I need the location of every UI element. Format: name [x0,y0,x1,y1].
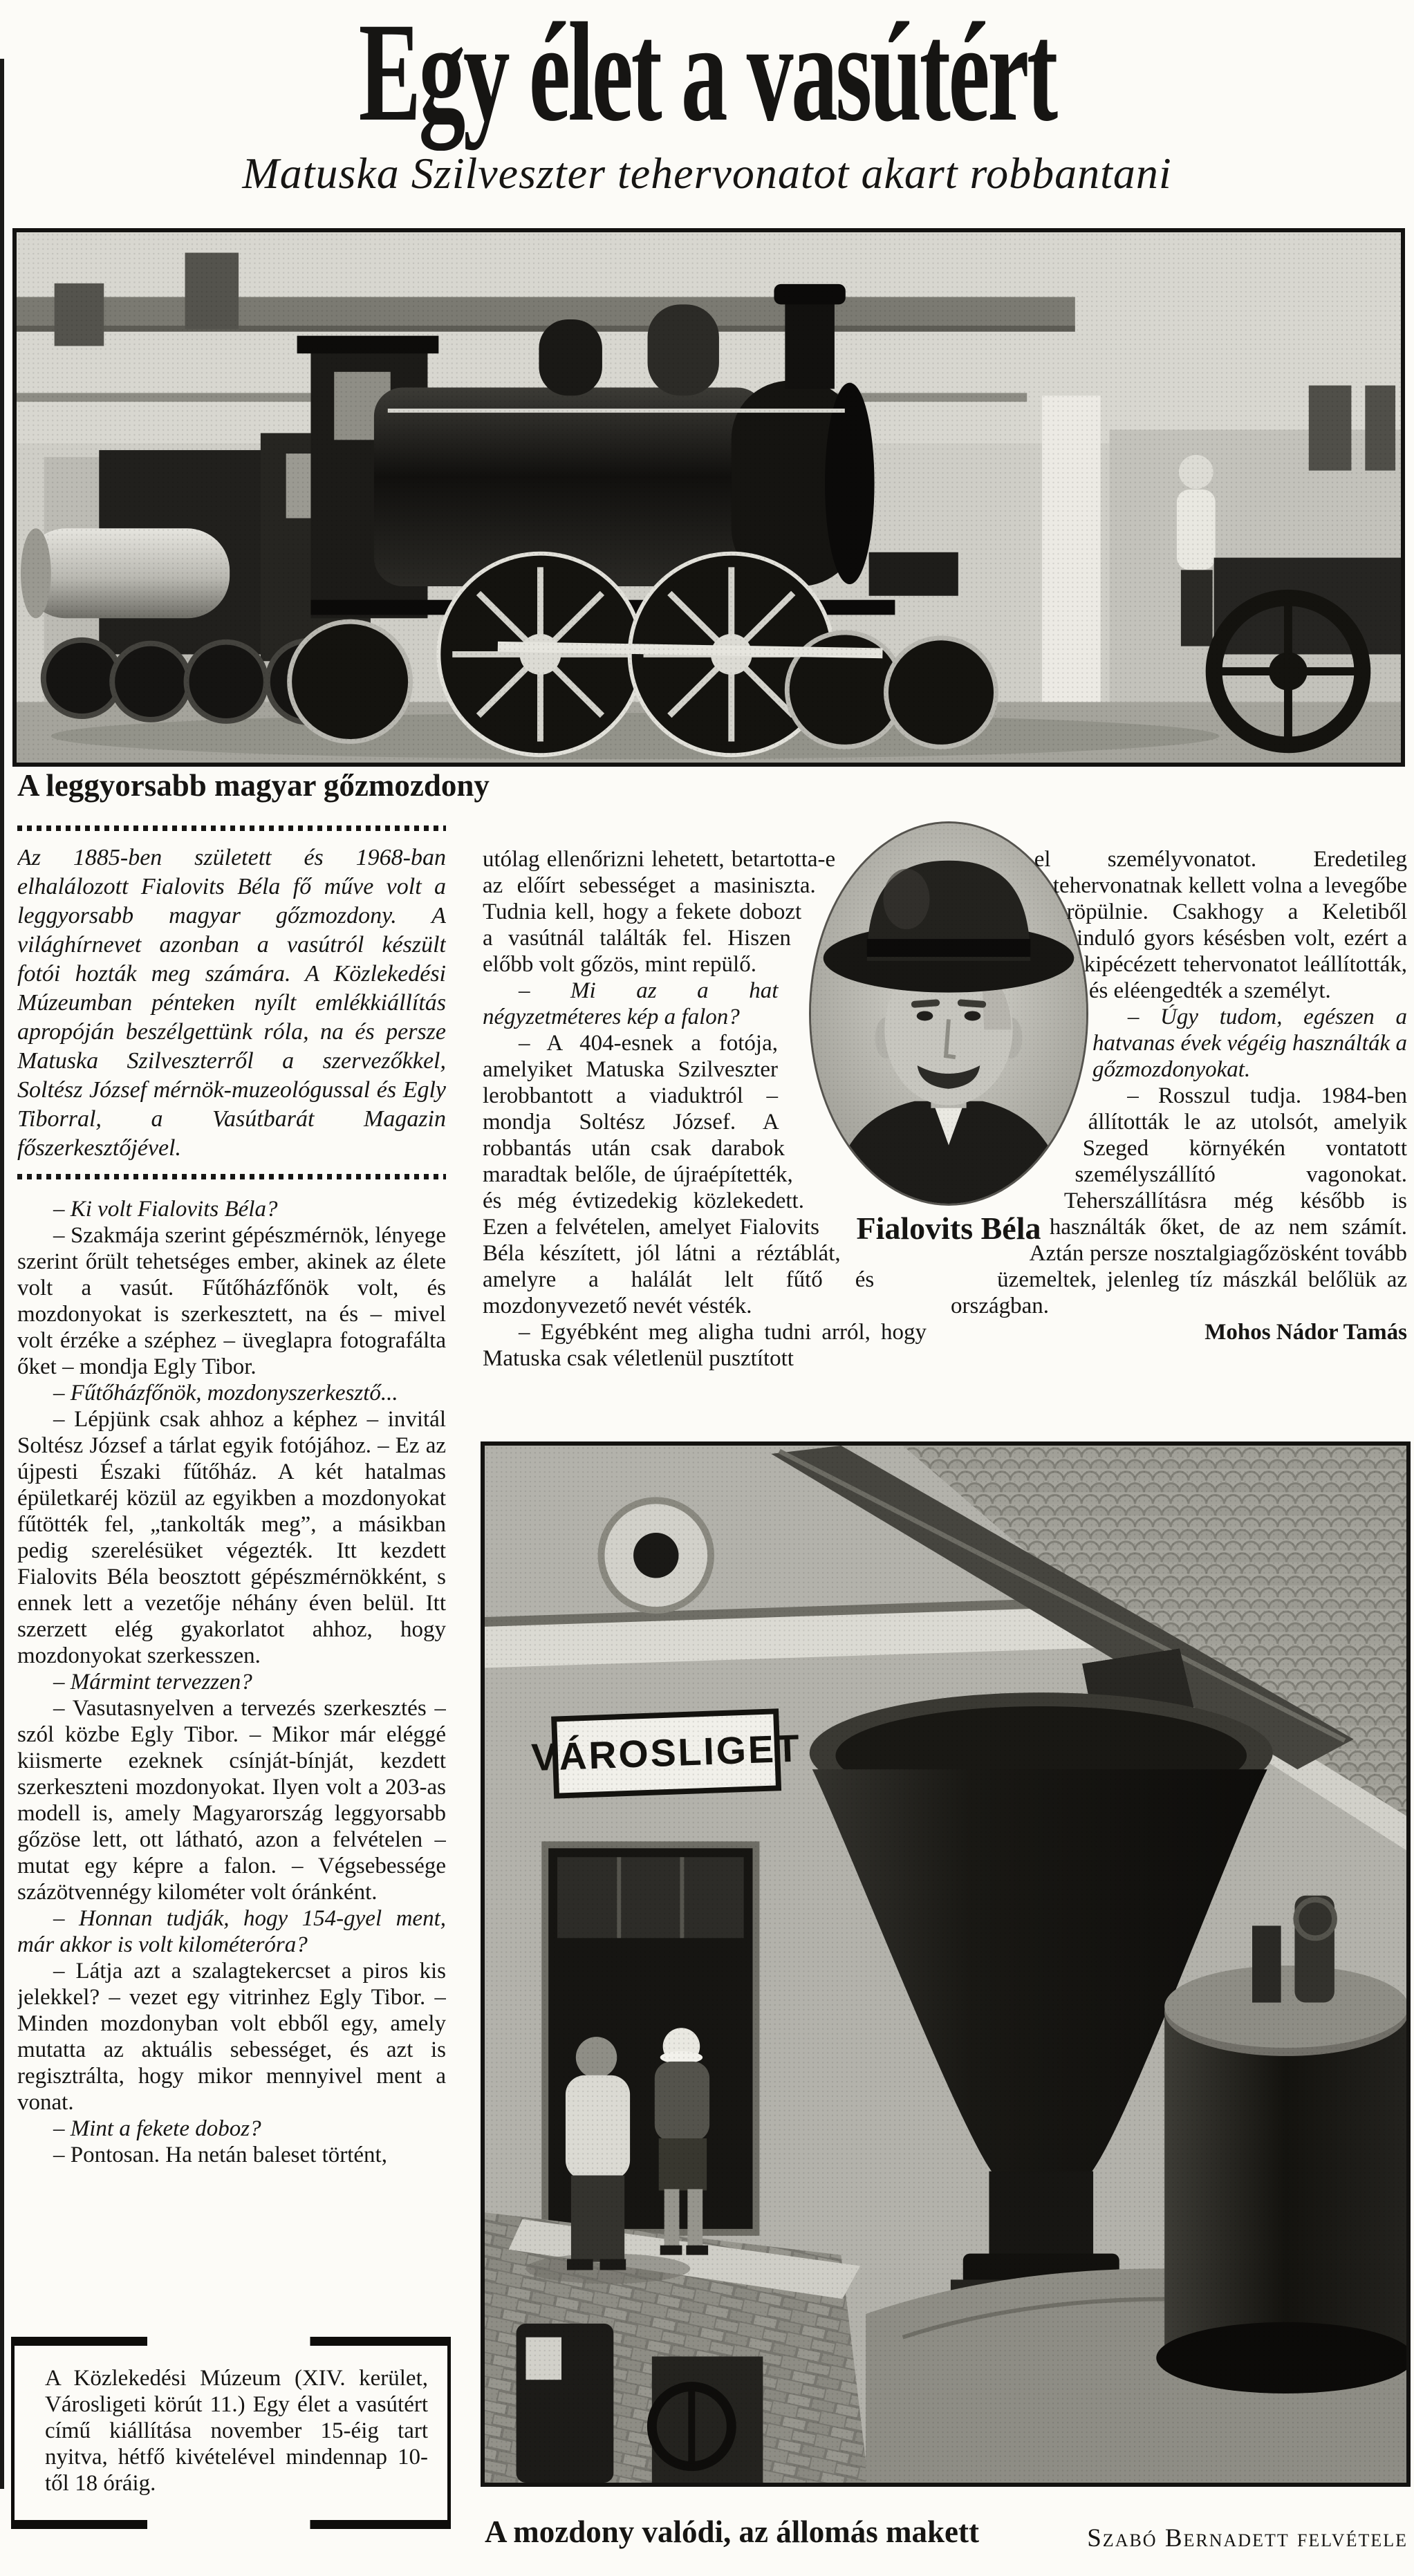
left-column-rule [0,59,4,2489]
paragraph: utólag ellenőrizni lehetett, betartotta-e az előírt sebességet a masiniszta. Tudnia kell, hogy a fekete dobozt a vasútnál találták fel. Hiszen előbb volt gőzös, mint repülő. [483,847,836,977]
paragraph: – Ki volt Fialovits Béla? [53,1197,278,1222]
byline: Mohos Nádor Tamás [1204,1320,1407,1345]
paragraph: – Vasutasnyelven a tervezés szerkesztés – szól közbe Egly Tibor. – Mikor már eléggé kiismerte ezeknek csínját-bínját, kezdett szerkeszteni mozdonyokat. Ilyen volt a 203-as modell is, amely Magyarország leggyorsabb gőzöse lett, ott látható, azon a felvételen – mutat egy képre a falon. – Végsebessége százötvennégy kilométer volt óránként. [17,1696,446,1905]
locomotive-photo [12,228,1405,767]
paragraph: – A 404-esnek a fotója, amelyiket Matuska Szilveszter lerobbantott a viaduktról – mondja Soltész József. A robbantás után csak darabok maradtak belőle, de újraépítették, és még évtizedekig közlekedett. Ezen a felvételen, amelyet Fialovits Béla készített, jól látni a réztáblát, amelyre a halálát lelt fűtő és mozdonyvezető nevét vésték. [483,1031,875,1318]
museum-info-box [11,2337,451,2529]
paragraph: – Mint a fekete doboz? [53,2116,261,2141]
model-station-illustration [485,1446,1406,2483]
box-top-bar [11,2337,451,2346]
paragraph: – Fűtőházfőnök, mozdonyszerkesztő... [53,1381,398,1406]
page-title-text: Egy élet a vasútért [358,0,1056,151]
column-1 [17,824,446,2324]
paragraph: – Mi az a hat négyzetméteres kép a falon? [483,978,779,1029]
paragraph: – Mármint tervezzen? [53,1670,252,1695]
page-subtitle: Matuska Szilveszter tehervonatot akart robbantani [242,149,1172,198]
paragraph: el személyvonatot. Eredetileg tehervonatnak kellett volna a levegőbe röpülnie. Csakhogy a Keletiből induló gyors késésben volt, ezért a kipécézett tehervonatot leállították, és eléengedték a személyt. [1034,847,1407,1003]
column-3 [951,846,1407,1455]
museum-info-text: A Közlekedési Múzeum (XIV. kerület, Városligeti körút 11.) Egy élet a vasútért című kiállítása november 15-éig tart nyitva, hétfő kivételével mindennap 10-től 18 óráig. [11,2346,451,2520]
dotted-rule [17,1174,446,1179]
photo-credit: Szabó Bernadett felvétele [1087,2524,1408,2552]
dotted-rule [17,825,446,831]
paragraph: – Szakmája szerint gépészmérnök, lényege szerint őrült tehetséges ember, akinek az élete volt a vasút. Fűtőházfőnök volt, és mozdonyokat is szerkesztett, na és – mivel volt érzéke a széphez – üveglapra fotografálta őket – mondja Egly Tibor. [17,1223,446,1379]
paragraph: – Rosszul tudja. 1984-ben állították le az utolsót, amelyik Szeged környékén vontatott személyszállító vagonokat. Teherszállításra még később is használták őket, de az nem számít. Aztán persze nosztalgiagőzösként tovább üzemeltek, jelenleg tíz mászkál belőlük az országban. [951,1083,1407,1318]
paragraph: – Látja azt a szalagtekercset a piros kis jelekkel? – vezet egy vitrinhez Egly Tibor. – Minden mozdonyban volt ebből egy, amely mutatta az aktuális sebességet, és azt is regisztrálta, hogy mikor mennyivel ment a vonat. [17,1959,446,2115]
paragraph: – Lépjünk csak ahhoz a képhez – invitál Soltész József a tárlat egyik fotójához. – Ez az újpesti Északi fűtőház. A két hatalmas épületkaréj közül az egyikben a mozdonyokat fűtötték fel, „tankolták meg”, a másikban pedig szerelésüket végezték. Itt kezdett Fialovits Béla beosztott gépészmérnökként, s ennek lett a vezetője néhány éven belül. Itt szerzett elég gyakorlatot ahhoz, hogy mozdonyokat szerkesszen. [17,1407,446,1668]
column-1-paragraphs [17,1196,446,2168]
bottom-photo-caption: A mozdony valódi, az állomás makett [485,2514,979,2549]
paragraph: – Honnan tudják, hogy 154-gyel ment, már akkor is volt kilométeróra? [17,1906,446,1957]
paragraph: – Úgy tudom, egészen a hatvanas évek végéig használták a gőzmozdonyokat. [1092,1005,1407,1082]
locomotive-illustration [17,232,1401,763]
lead-paragraph: Az 1885-ben született és 1968-ban elhalálozott Fialovits Béla fő műve volt a leggyorsabb magyar gőzmozdony. A világhírnevet azonban a vasútról készült fotói hozták meg számára. A Közlekedési Múzeumban pénteken nyílt emlékkiállítás apropóján beszélgettünk róla, na és persze Matuska Szilveszterről a szervezőkkel, Soltész József mérnök-muzeológussal és Egly Tiborral, a Vasútbarát Magazin főszerkesztőjével. [17,845,446,1161]
column-2 [483,846,927,1441]
paragraph: – Pontosan. Ha netán baleset történt, [53,2143,387,2167]
top-photo-caption: A leggyorsabb magyar gőzmozdony [17,768,490,803]
model-station-photo [481,1441,1411,2487]
paragraph: – Egyébként meg aligha tudni arról, hogy Matuska csak véletlenül pusztított [483,1320,927,1371]
portrait-caption: Fialovits Béla [856,1211,1041,1246]
box-bottom-bar [11,2520,451,2529]
page-title [0,0,1414,149]
